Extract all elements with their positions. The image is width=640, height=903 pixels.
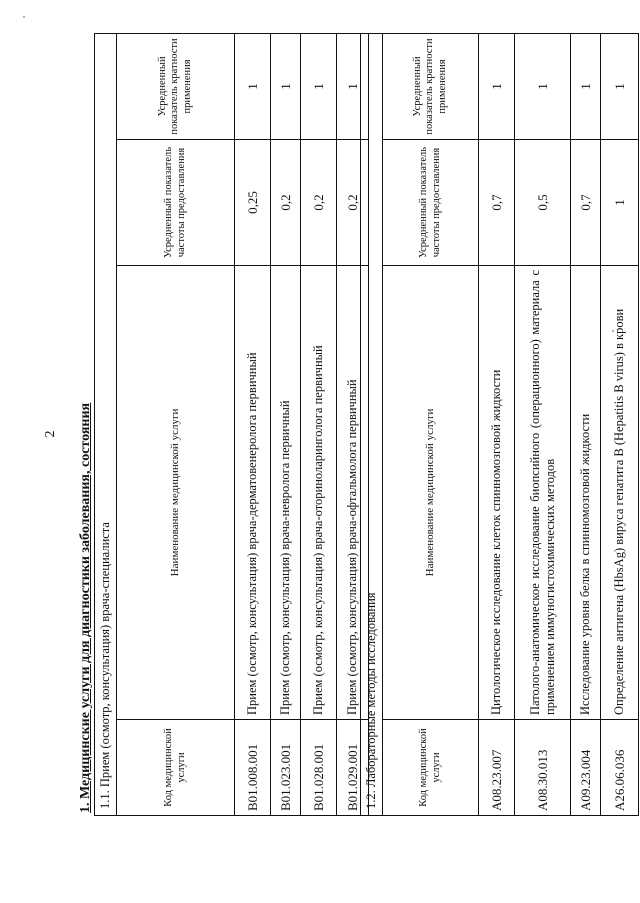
header-frequency: Усредненный показатель частоты предоставления — [383, 140, 479, 266]
table-row — [301, 33, 337, 815]
header-frequency: Усредненный показатель частоты предоставления — [117, 140, 235, 266]
service-frequency: 0,2 — [301, 140, 337, 266]
table-header-row — [117, 33, 235, 815]
service-name: Исследование уровня белка в спинномозговой жидкости — [571, 266, 601, 720]
service-frequency: 0,7 — [571, 140, 601, 266]
table-row — [479, 33, 515, 815]
table-caption: 1.1. Прием (осмотр, консультация) врача-специалиста — [95, 33, 117, 815]
service-multiplicity: 1 — [479, 33, 515, 139]
service-frequency: 0,5 — [515, 140, 571, 266]
service-code: A09.23.004 — [571, 720, 601, 816]
service-frequency: 0,25 — [235, 140, 271, 266]
page-number: 2 — [43, 430, 58, 438]
service-multiplicity: 1 — [337, 33, 369, 139]
service-multiplicity: 1 — [301, 33, 337, 139]
section-heading: 1. Медицинские услуги для диагностики заболевания, состояния — [78, 402, 93, 813]
table-caption: 1.2. Лабораторные методы исследования — [361, 33, 383, 815]
service-name: Определение антигена (HbsAg) вируса гепатита B (Hepatitis B virus) в крови — [601, 266, 639, 720]
table-row — [515, 33, 571, 815]
service-multiplicity: 1 — [235, 33, 271, 139]
service-code: A26.06.036 — [601, 720, 639, 816]
service-name: Прием (осмотр, консультация) врача-невролога первичный — [271, 266, 301, 720]
header-code: Код медицинской услуги — [383, 720, 479, 816]
table-caption-row — [95, 33, 117, 815]
consultations-table — [94, 33, 369, 816]
table-row — [271, 33, 301, 815]
header-code: Код медицинской услуги — [117, 720, 235, 816]
table-row — [235, 33, 271, 815]
service-name: Прием (осмотр, консультация) врача-оториноларинголога первичный — [301, 266, 337, 720]
service-code: B01.023.001 — [271, 720, 301, 816]
table-row — [601, 33, 639, 815]
header-name: Наименование медицинской услуги — [117, 266, 235, 720]
service-code: B01.029.001 — [337, 720, 369, 816]
header-multiplicity: Усредненный показатель кратности применения — [117, 33, 235, 139]
service-multiplicity: 1 — [271, 33, 301, 139]
rotated-page-content — [70, 0, 630, 903]
service-code: B01.028.001 — [301, 720, 337, 816]
service-frequency: 1 — [601, 140, 639, 266]
service-code: A08.23.007 — [479, 720, 515, 816]
table-header-row — [383, 33, 479, 815]
service-code: B01.008.001 — [235, 720, 271, 816]
header-multiplicity: Усредненный показатель кратности применения — [383, 33, 479, 139]
service-name: Цитологическое исследование клеток спинномозговой жидкости — [479, 266, 515, 720]
service-name: Прием (осмотр, консультация) врача-офтальмолога первичный — [337, 266, 369, 720]
lab-methods-table — [360, 33, 639, 816]
service-name: Прием (осмотр, консультация) врача-дерматовенеролога первичный — [235, 266, 271, 720]
service-frequency: 0,7 — [479, 140, 515, 266]
service-multiplicity: 1 — [571, 33, 601, 139]
service-frequency: 0,2 — [271, 140, 301, 266]
table-row — [571, 33, 601, 815]
service-multiplicity: 1 — [601, 33, 639, 139]
table-caption-row — [361, 33, 383, 815]
service-multiplicity: 1 — [515, 33, 571, 139]
header-name: Наименование медицинской услуги — [383, 266, 479, 720]
service-code: A08.30.013 — [515, 720, 571, 816]
scan-speck — [23, 16, 25, 18]
service-frequency: 0,2 — [337, 140, 369, 266]
service-name: Патолого-анатомическое исследование биопсийного (операционного) материала с применением иммуногистохимических методов — [515, 266, 571, 720]
